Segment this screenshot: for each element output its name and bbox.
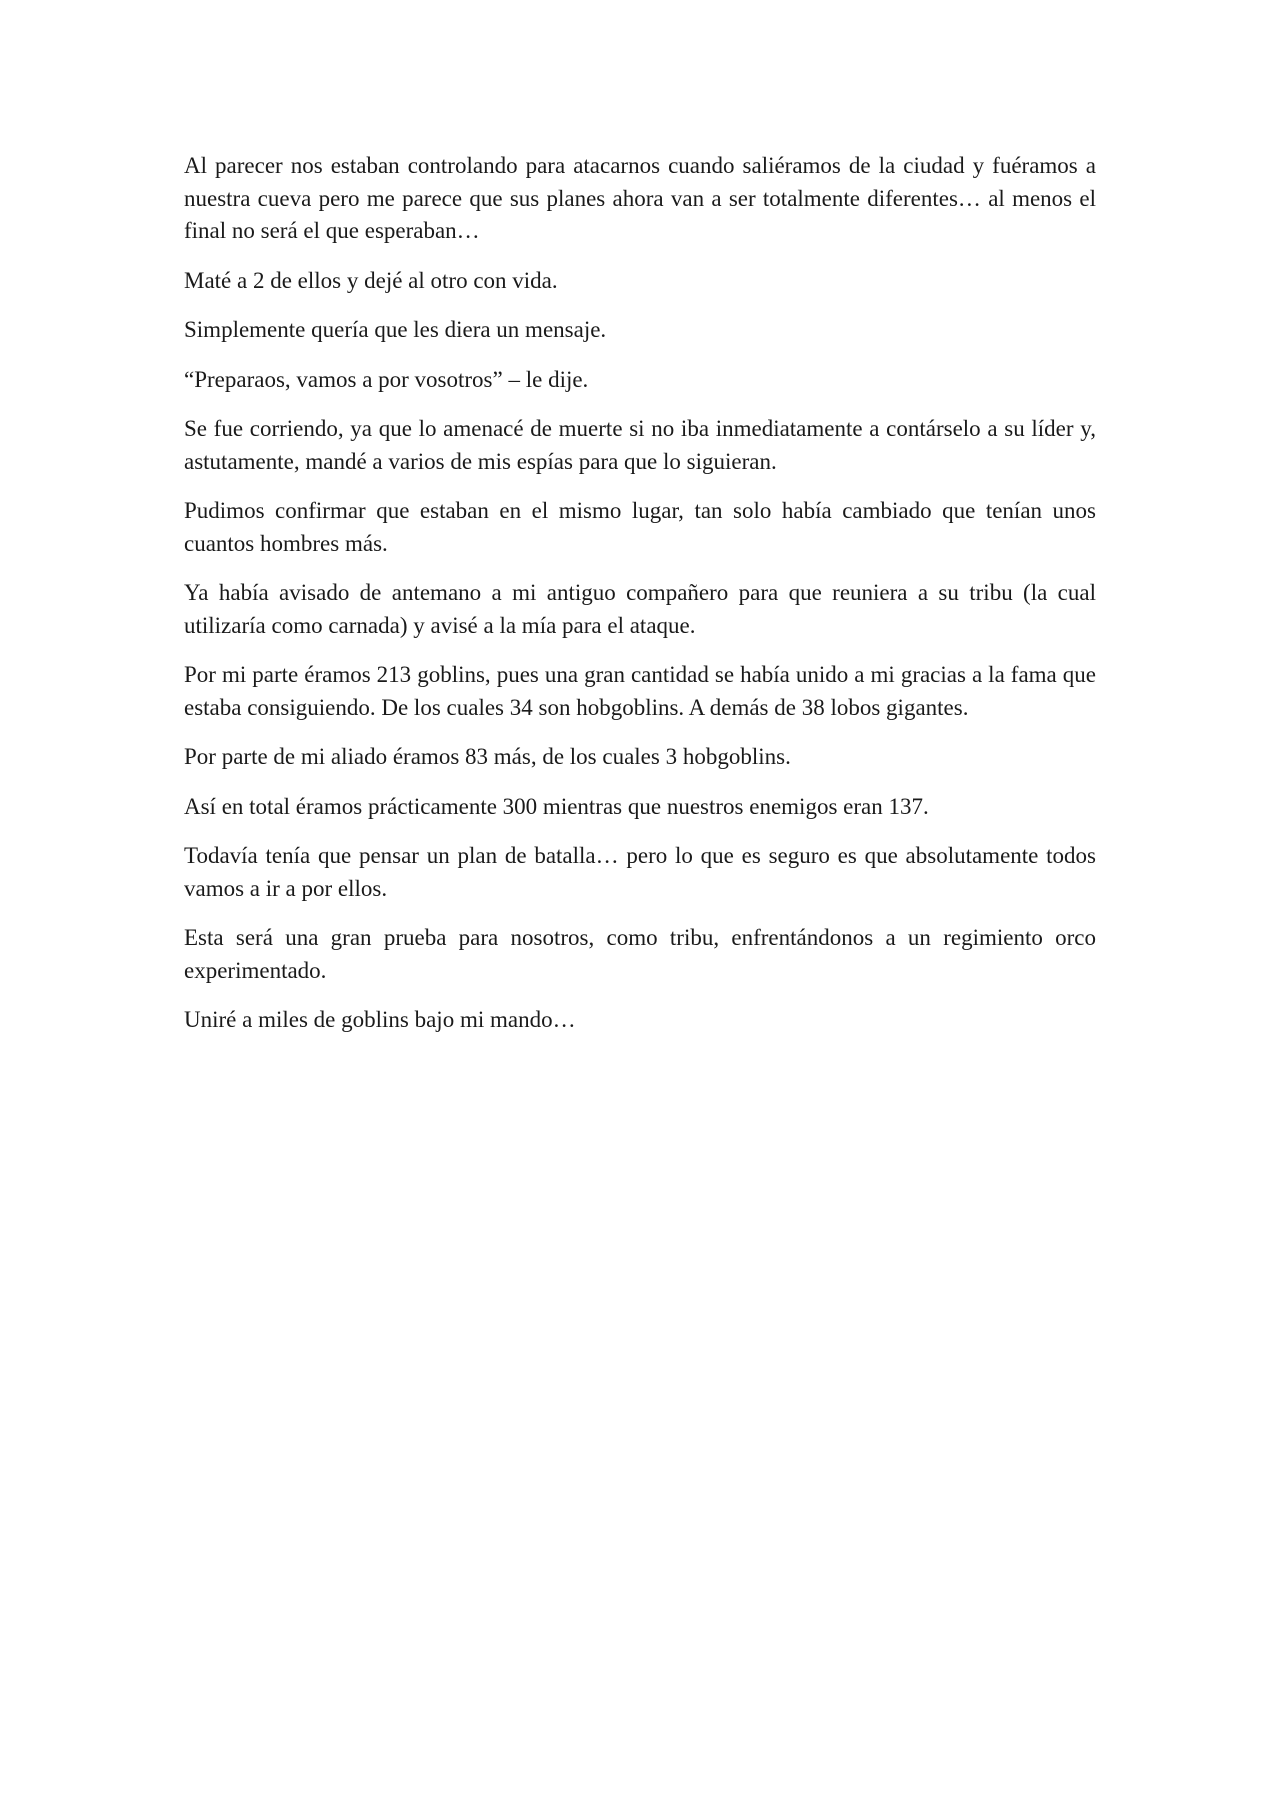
paragraph: Simplemente quería que les diera un mensaje. bbox=[184, 317, 607, 342]
paragraph: Uniré a miles de goblins bajo mi mando… bbox=[184, 1007, 576, 1032]
paragraph: Al parecer nos estaban controlando para atacarnos cuando saliéramos de la ciudad y fuéramos a nuestra cueva pero me parece que sus planes ahora van a ser totalmente diferentes… al menos el final no será el que esperaban… bbox=[184, 153, 1096, 243]
paragraph: “Preparaos, vamos a por vosotros” – le dije. bbox=[184, 366, 589, 392]
paragraph: Maté a 2 de ellos y dejé al otro con vida. bbox=[184, 267, 558, 293]
paragraph: Pudimos confirmar que estaban en el mismo lugar, tan solo había cambiado que tenían unos cuantos hombres más. bbox=[184, 498, 1096, 556]
document-body bbox=[184, 150, 1096, 1054]
paragraph: Así en total éramos prácticamente 300 mientras que nuestros enemigos eran 137. bbox=[184, 793, 929, 819]
paragraph: Todavía tenía que pensar un plan de batalla… pero lo que es seguro es que absolutamente todos vamos a ir a por ellos. bbox=[184, 843, 1096, 901]
paragraph: Por mi parte éramos 213 goblins, pues una gran cantidad se había unido a mi gracias a la fama que estaba consiguiendo. De los cuales 34 son hobgoblins. A demás de 38 lobos gigantes. bbox=[184, 662, 1096, 720]
paragraph: Se fue corriendo, ya que lo amenacé de muerte si no iba inmediatamente a contárselo a su líder y, astutamente, mandé a varios de mis espías para que lo siguieran. bbox=[184, 416, 1096, 474]
paragraph: Esta será una gran prueba para nosotros, como tribu, enfrentándonos a un regimiento orco experimentado. bbox=[184, 925, 1096, 983]
paragraph: Ya había avisado de antemano a mi antiguo compañero para que reuniera a su tribu (la cual utilizaría como carnada) y avisé a la mía para el ataque. bbox=[184, 580, 1096, 638]
paragraph: Por parte de mi aliado éramos 83 más, de los cuales 3 hobgoblins. bbox=[184, 744, 791, 769]
